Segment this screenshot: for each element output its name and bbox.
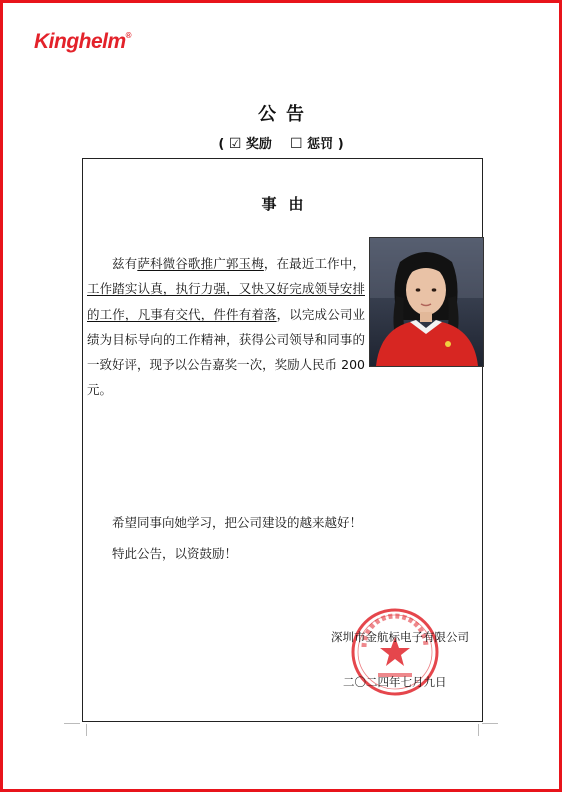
reward-label: 奖励: [245, 137, 272, 152]
margin-mark: [478, 724, 491, 736]
penalty-checkbox-icon: ☐: [290, 136, 303, 152]
penalty-label: 惩罚: [307, 137, 334, 152]
employee-portrait-image: [370, 238, 483, 366]
kinghelm-logo: [34, 30, 131, 54]
signature-date: 二〇二四年七月九日: [343, 675, 447, 689]
body-segment-reward: ，以完成公司业绩为目标导向的工作精神，获得公司领导和同事的一致好评，现予以公告嘉奖一次，奖励人民币 200元。: [87, 306, 365, 398]
body-segment-merits: 工作踏实认真，执行力强，又快又好完成领导安排的工作，凡事有交代，件件有着落: [87, 281, 365, 322]
employee-name: 萨科微谷歌推广郭玉梅: [137, 256, 264, 271]
logo-text: Kinghelm: [34, 30, 126, 53]
paren-open: (: [218, 137, 225, 152]
body-segment-intro: 兹有: [112, 256, 138, 271]
margin-mark: [482, 723, 498, 725]
reward-checkbox-icon: ☑: [228, 136, 242, 152]
paren-close: ): [337, 137, 344, 152]
signature-company: 深圳市金航标电子有限公司: [331, 630, 469, 644]
body-segment-context: ，在最近工作中，: [263, 256, 365, 271]
closing-line-encourage: 希望同事向她学习，把公司建设的越来越好！: [112, 515, 363, 530]
reason-title: 事由: [261, 195, 316, 213]
margin-mark: [64, 723, 80, 725]
page-title: 公告: [258, 104, 314, 125]
notice-type-selector: [0, 133, 562, 152]
reason-body: [87, 251, 365, 403]
employee-photo: [369, 237, 484, 367]
closing-line-notice: 特此公告，以资鼓励！: [112, 546, 238, 561]
logo-registered-mark: ®: [125, 31, 132, 40]
notice-box: [82, 158, 483, 722]
margin-mark: [74, 724, 87, 736]
